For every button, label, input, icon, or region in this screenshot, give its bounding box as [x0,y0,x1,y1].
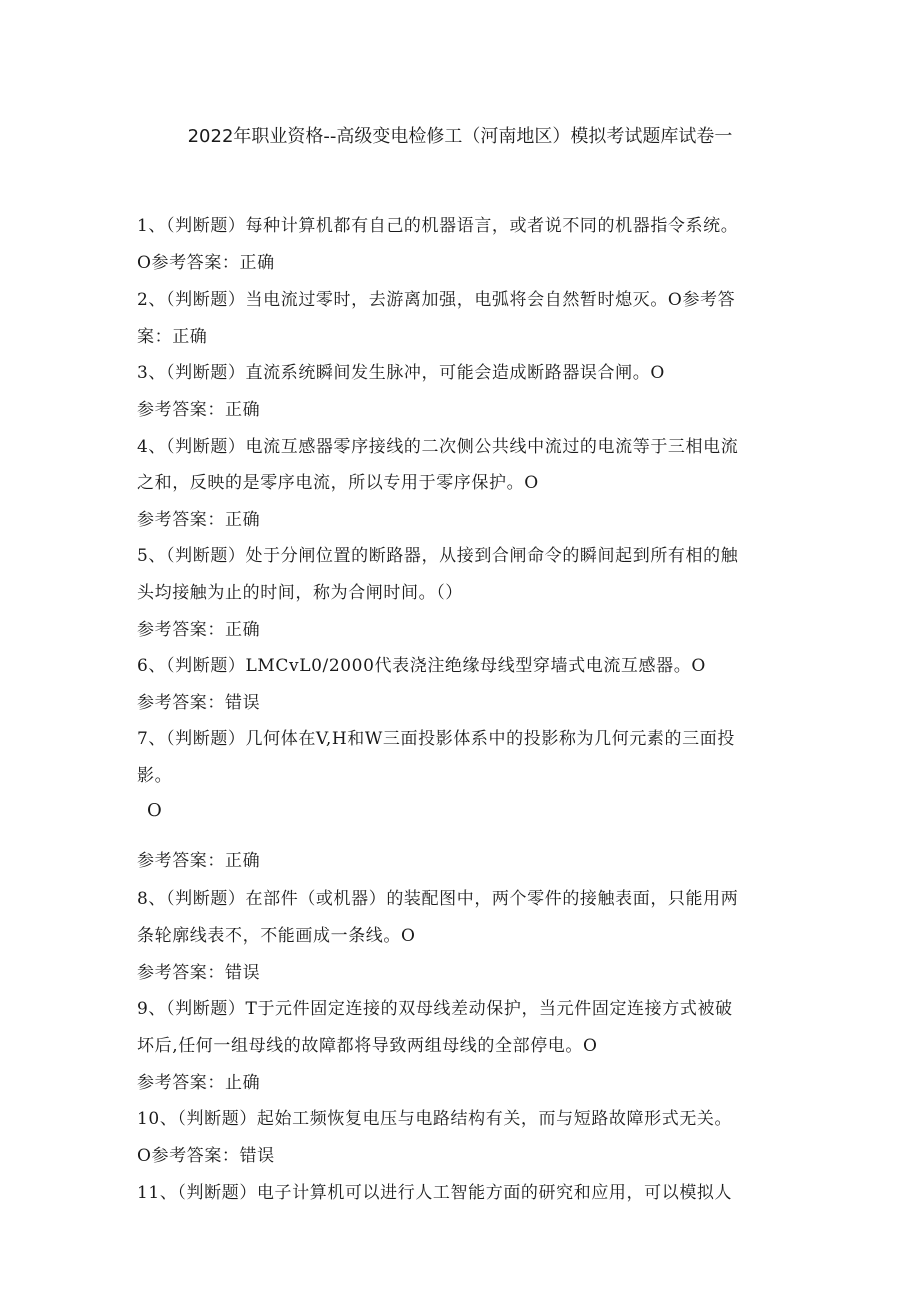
question-9-line-1: 9、（判断题）T于元件固定连接的双母线差动保护，当元件固定连接方式被破 [137,999,733,1019]
question-8-line-2: 条轮廓线表不，不能画成一条线。O [137,926,416,946]
question-7-line-1: 7、（判断题）几何体在V,H和W三面投影体系中的投影称为几何元素的三面投 [137,729,735,749]
question-9-line-2: 坏后,任何一组母线的故障都将导致两组母线的全部停电。O [137,1036,598,1056]
question-7-answer: 参考答案：正确 [137,851,261,871]
question-7-blank-mark: O [147,800,162,821]
document-title: 2022年职业资格--高级变电检修工（河南地区）模拟考试题库试卷一 [187,126,733,147]
question-6-answer: 参考答案：错误 [137,693,261,713]
question-5-line-2: 头均接触为止的时间，称为合闸时间。（） [137,583,463,603]
question-10-answer: O参考答案：错误 [137,1146,275,1166]
question-11-line-1: 11、（判断题）电子计算机可以进行人工智能方面的研究和应用，可以模拟人 [137,1183,733,1203]
question-3-line-1: 3、（判断题）直流系统瞬间发生脉冲，可能会造成断路器误合闸。O [137,363,665,383]
question-7-line-2: 影。 [137,766,173,786]
question-4-answer: 参考答案：正确 [137,510,261,530]
question-1-line-1: 1、（判断题）每种计算机都有自己的机器语言，或者说不同的机器指令系统。 [137,216,739,236]
question-1-answer: O参考答案：正确 [137,253,275,273]
question-4-line-2: 之和，反映的是零序电流，所以专用于零序保护。O [137,473,539,493]
question-6-line-1: 6、（判断题）LMCvL0/2000代表浇注绝缘母线型穿墙式电流互感器。O [137,656,706,676]
question-2-line-1: 2、（判断题）当电流过零时，去游离加强，电弧将会自然暂时熄灭。O参考答 [137,290,736,310]
question-9-answer: 参考答案：止确 [137,1073,261,1093]
question-8-line-1: 8、（判断题）在部件（或机器）的装配图中，两个零件的接触表面，只能用两 [137,889,739,909]
question-4-line-1: 4、（判断题）电流互感器零序接线的二次侧公共线中流过的电流等于三相电流 [137,437,739,457]
question-3-answer: 参考答案：正确 [137,400,261,420]
question-5-answer: 参考答案：正确 [137,620,261,640]
question-8-answer: 参考答案：错误 [137,963,261,983]
question-10-line-1: 10、（判断题）起始工频恢复电压与电路结构有关，而与短路故障形式无关。 [137,1109,733,1129]
question-2-line-2: 案：正确 [137,327,208,347]
question-5-line-1: 5、（判断题）处于分闸位置的断路器，从接到合闸命令的瞬间起到所有相的触 [137,546,739,566]
